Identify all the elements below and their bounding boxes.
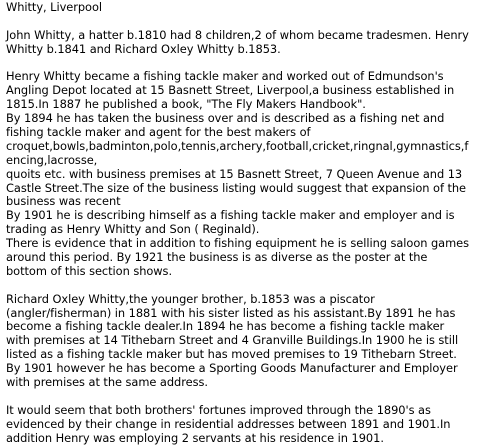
text-line: around this period. By 1921 the business is as diverse as the poster at the	[6, 250, 428, 265]
spacer	[6, 57, 484, 71]
text-line: with premises at the same address.	[6, 375, 208, 390]
text-line: It would seem that both brothers' fortunes improved through the 1890's as	[6, 402, 431, 417]
text-line: encing,lacrosse,	[6, 152, 98, 167]
document-title: Whitty, Liverpool	[6, 0, 102, 14]
text-line: Castle Street.The size of the business listing would suggest that expansion of the	[6, 180, 467, 195]
text-line: Henry Whitty became a fishing tackle maker and worked out of Edmundson's	[6, 69, 444, 84]
text-line: with premises at 14 Tithebarn Street and 4 Granville Buildings.In 1900 he is still	[6, 333, 459, 348]
text-line: fishing tackle maker and agent for the best makers of	[6, 125, 311, 140]
text-line: business was recent	[6, 194, 121, 209]
text-line: bottom of this section shows.	[6, 263, 173, 278]
text-line: become a fishing tackle dealer.In 1894 he has become a fishing tackle maker	[6, 319, 445, 334]
text-line: By 1901 he is describing himself as a fishing tackle maker and employer and is	[6, 208, 455, 223]
text-line: (angler/fisherman) in 1881 with his sister listed as his assistant.By 1891 he has	[6, 305, 456, 320]
paragraph-family-intro	[6, 29, 484, 57]
text-line: 1815.In 1887 he published a book, "The Fly Makers Handbook".	[6, 97, 366, 112]
text-line: John Whitty, a hatter b.1810 had 8 children,2 of whom became tradesmen. Henry	[6, 27, 469, 42]
text-line: Whitty b.1841 and Richard Oxley Whitty b.1853.	[6, 41, 281, 56]
text-line: evidenced by their change in residential addresses between 1891 and 1901.In	[6, 416, 451, 431]
spacer	[6, 390, 484, 404]
text-line: listed as a fishing tackle maker but has moved premises to 19 Tithebarn Street.	[6, 347, 457, 362]
text-line: trading as Henry Whitty and Son ( Reginald).	[6, 222, 260, 237]
text-line: croquet,bowls,badminton,polo,tennis,archery,football,cricket,ringnal,gymnastics,f	[6, 138, 469, 153]
spacer	[6, 279, 484, 293]
text-line: quoits etc. with business premises at 15 Basnett Street, 7 Queen Avenue and 13	[6, 166, 463, 181]
text-line: Richard Oxley Whitty,the younger brother, b.1853 was a piscator	[6, 291, 375, 306]
text-line: By 1901 however he has become a Sporting Goods Manufacturer and Employer	[6, 361, 458, 376]
paragraph-conclusion	[6, 404, 484, 446]
document-body	[6, 1, 484, 446]
text-line: By 1894 he has taken the business over and is described as a fishing net and	[6, 111, 445, 126]
text-line: Angling Depot located at 15 Basnett Street, Liverpool,a business established in	[6, 83, 455, 98]
spacer	[6, 15, 484, 29]
text-line: There is evidence that in addition to fishing equipment he is selling saloon games	[6, 236, 469, 251]
paragraph-henry-whitty	[6, 70, 484, 278]
text-line: addition Henry was employing 2 servants at his residence in 1901.	[6, 430, 384, 445]
paragraph-richard-whitty	[6, 293, 484, 390]
